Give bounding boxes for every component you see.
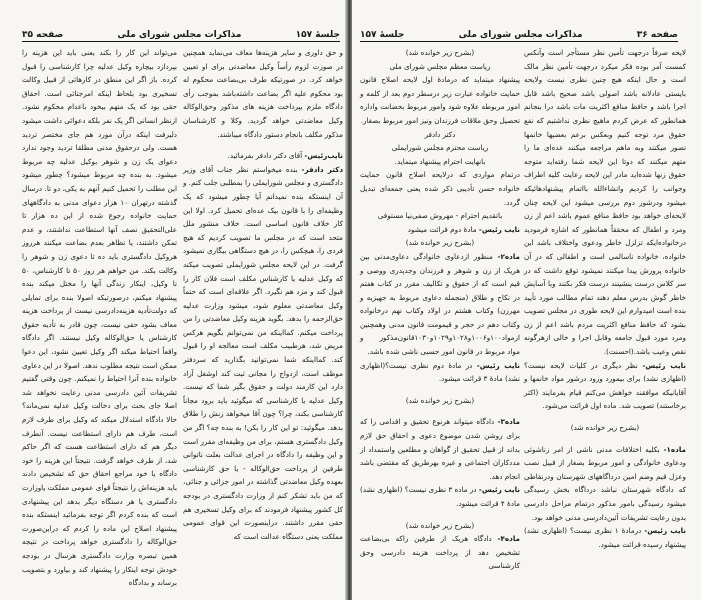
paragraph: نایب رئیس- نظر دیگری در کلیات لایحه نیست؟ (اظهاری نشد) برای بیمورد ورود درشور مواد خانمها و آقایانیکه موافقند خواهش می‌کنم قیام بفرمایند (اکثر برخاستند) تصویب شد. ماده اول قرائت می‌شود. xyxy=(524,360,686,411)
letter-salutation: ریاست معظم مجلس شورای ملی xyxy=(389,61,491,71)
paragraph: لایحه صرفاً درجهت تأمین نظر مستأجر است وآنکس کمست آمر بوده فکر میکرد درجهت تأمین نظر مالک است و حال اینکه هیچ چنین نظری نیست ولایحه بایستی عادلانه باشد اصولی باشد صحیح باشد قابل اجرا باشد و حافظ منافع اکثریت مات باشد درا بنجانم همانطور که عرض کردم ماهیچ نظری نداشتیم که نفع حقوق مرد توجه کنیم وبعکس برعم بعضیها خانمها تصور میکنند وبه ماهم مراجعه میکنند عده‌ای ما را متهم میکنند که دوتا این لایحه شما رفته‌اید متوجه حقوق زنها شده‌اید مادر این لایحه رعایت کلیه اطراف وجوانب را کردیم وانشاءالله بااتمام پیشنهادهائیکه میشود ودرشور دوم بررسی میشود این لایحه چنان لایحه‌ای خواهد بود حافظ منافع عموم باشد اعم از زن ومرد و اطفال که محققاً همانطور که اشاره فرمودید درخانواده‌ایکه تزلزل خاطر ودعوی واختلاف باشد این خانواده، خانواده ناسالمی است و اطفالی که در آن خانواده پرورش پیدا میکنند نمیشود توقع داشت که در سر کلاس درست بنشینند درست فکر بکنند وبا آسایش خاطر گوش بدرس معلم دهند تمام مطالب مورد تأیید بنده است امیدوارم این لایحه طوری در مجلس تصویب بشود که حافظ منافع اکثریت مردم باشد اعم از زن ومرد مورد قبول جامعه وقابل اجرا و خالی ازهرگونه نقص وعیب باشد.(احسنت). xyxy=(524,48,686,357)
page-header xyxy=(360,26,678,42)
article-label: ماده۱- xyxy=(663,444,686,454)
article-label: ماده۴- xyxy=(497,534,520,544)
reading-note: (بشرح زیر خوانده شد) xyxy=(405,48,475,57)
letter-body: پیشنهاد مینماید که درمادهٔ اول لایحه اصلاح قانون حمایت خانواده عبارت زیر درسطر دوم بعد از کلمه و امور مربوطه علاوه شود وامور مربوط بحضانت واداره تحصیل وحق ملاقات فرزندان ونیز امور مربوط بصغار. xyxy=(360,75,520,125)
paragraph: نایب‌رئیس- آقای دکتر دادفر بفرمائید. xyxy=(227,151,343,161)
text-column-left xyxy=(360,46,520,573)
letter-salutation: ریاست محترم مجلس شورایملی xyxy=(391,143,489,153)
session-number: جلسهٔ ۱۵۷ xyxy=(360,30,405,40)
article-label: ماده۳- xyxy=(497,417,520,427)
session-number: جلسهٔ ۱۵۷ xyxy=(295,30,340,40)
article-text: ماده۱- بکلیه اختلافات مدنی ناشی از امر زناشوئی ودعاوی خانوادگی و امور مربوط بصغار از قبیل نصب وعزل قیم وضم امین درداگاههای شهرستان ودرنقاطی که دادگاه شهرستان نباشد درداگاه بخش رسیدگی میشود رسیدگی بامور مذکور درتمام مراحل دادرسی بدون رعایت تشریفات آئین‌دادرسی مدنی خواهد بود. xyxy=(524,444,686,522)
article-label: ماده۲- xyxy=(497,251,520,261)
speaker-label: نایب رئیس- xyxy=(642,360,686,370)
article-text: ماده۴- دادگاه هریک از طرفین راکه بی‌بضاعت تشخیص دهد از پرداخت هزینه دادرسی وحق کارشناسی xyxy=(360,534,520,571)
paragraph: نایب رئیس- در مادهٔ دوم نظری نیست؟(اظهاری نشد) مادهٔ ۳ قرائت میشود. xyxy=(360,360,520,384)
text-column-left xyxy=(22,46,177,590)
paragraph: نایب رئیس- درمادهٔ ۱ نظری نیست؟ (اظهاری نشد) پیشنهاد رسیده قرائت میشود. xyxy=(524,526,686,549)
article-text: ماده۳- دادگاه میتواند هرنوع تحقیق و اقدامی را که برای روشن شدن موضوع دعوی و احقاق حق لازم بداند از قبیل تحقیق از گواهان و مطلعین واستمداد از مددکاران اجتماعی و غیره بهرطریق که مقتضی باشد انجام دهد. xyxy=(360,417,520,481)
letter-body: بانهایت احترام پیشنهاد مینماید. xyxy=(394,156,486,166)
text-column-right xyxy=(183,46,343,543)
letter-body: درتمام مواردی که درلایحه اصلاح قانون حمایت خانواده حسن تأدیبی ذکر شده یعنی جمعه‌ای تبدیل گردد. xyxy=(360,170,520,207)
running-title: مذاکرات مجلس شورای ملی xyxy=(117,30,242,40)
speaker-label: نایب‌رئیس- xyxy=(304,151,343,161)
text-column-right xyxy=(524,46,686,551)
speaker-label: نایب رئیس- xyxy=(478,224,520,234)
reading-note: (بشرح زیر خوانده شد) xyxy=(405,395,475,405)
page-number: صفحه ۳۶ xyxy=(636,30,678,40)
running-title: مذاکرات مجلس شورای ملی xyxy=(458,30,583,40)
letter-signature: دکتر دادفر xyxy=(424,129,456,139)
paragraph: نایب رئیس- در ماده ۳ نظری نیست؟ (اظهاری نشد) مادهٔ ۴ قرائت میشود. xyxy=(360,485,520,508)
speaker-label: نایب رئیس- xyxy=(476,360,520,370)
article-text: ماده۲- منظور ازدعاوی خانوادگی دعاوی‌مدنی بین هریک از زن و شوهر و فرزندان وجدپدری ووصی و قیم است که از حقوق و تکالیف مقرر در کتاب هفتم در نکاح و طلاق (منجمله دعاوی مربوط به جهیزیه و مهرزن) وکتاب هشتم در اولاد وکتاب نهم درخانواده وکتاب دهم در حجر و قیمومت قانون مدنی وهمچنین ازمواد۱۰۰و۱۰۰۶و۱۰۲۸و۱۰۲۹و۱۰۳۰قانون‌مذکور و مواد مربوط در قانون امور حسبی ناشی شده باشد. xyxy=(360,251,520,357)
paragraph: و حق داوری و سایر هزینه‌ها معاف می‌نماید همچنین در صورت لزوم رأساً وکیل معاضدتی برای او تعیین خواهد کرد. در صورتیکه طرف بی‌بضاعت محکوم له بود محکوم علیه اگر بضاعت داشته‌باشد بموجب رأی دادگاه ملزم بپرداخت هزینه های مذکور وحق‌الوکاله وکیل معاضدتی خواهد گردید. وکلا و کارشناسان مذکور مکلف بانجام دستور دادگاه میباشند. xyxy=(183,48,343,139)
speaker-label: دکتر دادفر- xyxy=(301,164,344,174)
speaker-label: نایب رئیس- xyxy=(644,526,686,536)
reading-note: (بشرح زیر خوانده شد) xyxy=(570,423,640,433)
reading-note: (بشرح زیر خوانده شد) xyxy=(405,238,475,248)
reading-note: (بشرح زیر خوانده شد) xyxy=(405,520,475,530)
left-page xyxy=(0,0,348,600)
letter-signature: باتقدیم احترام - مهروش صفی‌نیا مستوفی xyxy=(377,211,503,221)
page-header xyxy=(22,26,340,42)
speaker-label: نایب رئیس- xyxy=(478,485,520,495)
paragraph: می‌تواند این کار را بکند یعنی باید این هزینه را بپردازد بیچاره وکیل عدلیه چرا کارشناسی را قبول کرده. باز اگر این منطق در کارهائی از قبیل وکالت تسخیری بود بلحاظ اینکه امرجنائی است. احقاق حقی بود که یک متهم بیخود باعدام محکوم نشود. ازنظر انسانی اگر یک نفر بلکه دعوائی داشت میشود دلیرفت اینکه درآن مورد هم جای مختصر تردید هست. ولی درحقوق مدنی مطلقا تردید وجود ندارد دعوای یک زن و شوهر بوکیل عدلیه چه مربوط میشود. به بنده چه مربوط میشود؟ چطور میشود این مطلب را تحمیل کنیم آنهم به یکی، دو تا. درسال گذشته درتهران ۱۰ هزار دعوای مدنی به دادگاههای حمایت خانواده رجوع شده از این ده هزار تا علی‌التحقیق نصف آنها استطاعت نداشتند، و عدم تمکن داشتند، یا تظاهر بعدم بضاعت میکنند هرروز هروکیل دادگستری باید ده تا دعوی زن و شوهر را وکالت بکند. من خواهم هر روز ۵۰ تا کارشناس، ۵۰ تا وکیل، اینکار زندگی آنها را مختل میکند بنده پیشنهاد میکنم، درصورتیکه اصولا بنده برای تمایلی که دولت‌تأدیه هزینه‌دادرسی نیست از پرداخت هزینه معاف بشود حقی نیست، چون قادر به تأدیه حقوق کارشناس یا حق‌الوکاله وکیل نیستند. اگر دادگاه واقعاً احتیاط میکند اگر وکیل تعیین نشود، این دعوا ممکن است نتیجه مطلوب ندهد. اصولا در این دعاوی خانواده بنده آنرا احتیاط را نمیکنم. چون وقتی گفتیم تشریفات آئین دادرسی مدنی رعایت نخواهد شد اصلا جای بحث برای دخالت وکیل عدلیه نمی‌ماند؟ حالا دادگاه استدلال میکند که وکیل برای طرف لازم است، طرف هم دارای استطاعت نیست. آنطرف دیگر هم که دارای استطاعت هست که اگر حاکم شد، از طرف خواهد گرفت. نتیجتاً این هزینه را خود دادگاه یا خود مراجع احقاق حق که تشخیص دادند باید هزینه‌اش را نتیجتاً قوای عمومی مملکت یاوزارت دادگستری یا هر دستگاه دیگر بدهد این پیشنهادی است که بنده کردم اگر توجه بفرمائید اینستکه بنده پیشنهاد اصلاح این ماده را کردم که دراین‌صورت حق‌الوکاله را دادگستری خواهد پرداخت در نتیجه همین تبصره وزارت دادگستری هرسال در بودجه خودش توجه اینکار را پیشنهاد کند و بیاورد و بتصویب برساند و بدادگاه xyxy=(22,48,178,588)
paragraph: نایب رئیس- مادهٔ دوم قرائت میشود xyxy=(407,224,520,234)
page-number: صفحه ۳۵ xyxy=(22,30,64,40)
right-page xyxy=(352,0,701,600)
paragraph: دکتر دادفر- بنده میخواستم نظر جناب آقای وزیر دادگستری و مجلس شورایملی را بمطلبی جلب کنم. و آن اینستکه بنده نمیدانم آیا چطور میشود که یک وظیفه‌ای را با قانون بیک عده‌ای تحمیل کرد. اولا این کار خلاف قانون اساسی است. خلاف منشور ملل متحد است که در مجلس ما تصویب کردیم که هیچ فردی را، هیچکس را، در هیچ دستگاهی بیگاری نمیشود گرفت. در این لایحه مجلس شورایملی تصویب میکند که وکیل عدلیه یا کارشناس مکلف است فلان کار را قبول کند و مزد هم نگیرد. اگر علاقه‌ای است که حتماً وکیل معاضدتی معلوم شود، میشود وزارت عدلیه حق‌الزحمه را بدهد. بگوید هزینه وکیل معاضدتی را من پرداخت میکنم. کمااینکه من نمی‌توانم بگویم هرکس مریض شد، هرطبیب مکلف است معالجه او را قبول کند. کمااینکه شما نمی‌توانید بگذارید که سردفتر موظف است، ازدواج را مجانی ثبت کند اوشغل آزاد دارد این کارمند دولت و حقوق بگیر شما که نیست. وکیل عدلیه یا کارشناسی که میگوئید باید برود مجاناً کارشناسی بکند، چرا؟ چون آقا میخواهد زنش را طلاق بدهد. میگوئید: تو این کار را بکن! به بنده چه؟ اگر من وکیل دادگستری هستم، برای من وظیفه‌ای مقرر است و این وظیفه را دادگاه در اجرای عدالت بعلت ناتوانی طرفین از پرداخت حق‌الوکاله - یا حق کارشناسی بعهده وکیل معاضدتی گذاشته در امور جزائی و جنائی، که من باید تشکر کنم از وزارت دادگستری در بودجه کل کشور پیشنهاد فرمودند که برای وکیل تسخیری هم حقی مقرر داشتند. دراینصورت این قوای عمومی مملکت یعنی دستگاه عدالت است که xyxy=(183,164,344,541)
